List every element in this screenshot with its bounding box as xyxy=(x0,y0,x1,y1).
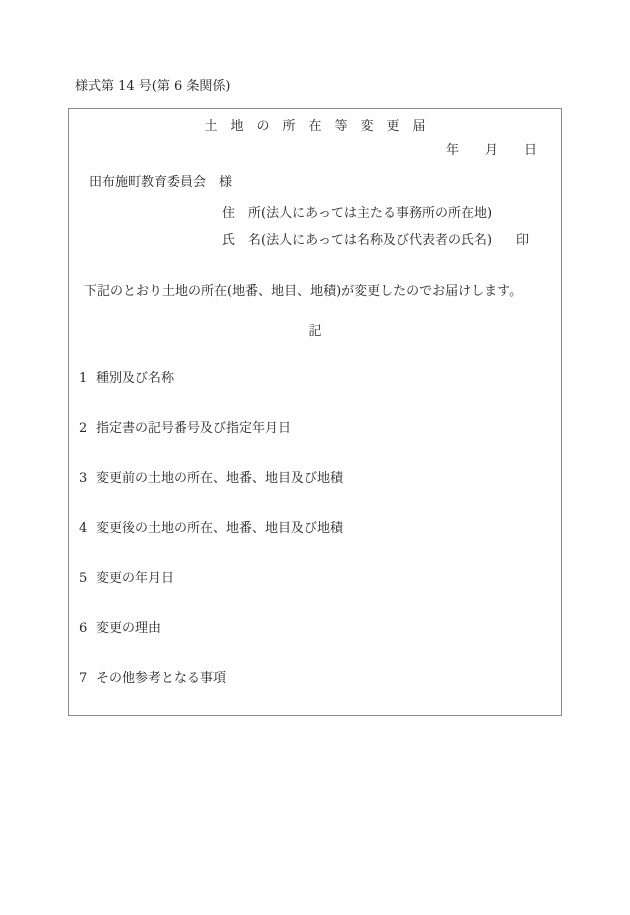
body-text: 下記のとおり土地の所在(地番、地目、地積)が変更したのでお届けします。 xyxy=(84,284,523,299)
item-number: 6 xyxy=(79,621,88,636)
date-line: 年 月 日 xyxy=(445,143,537,158)
item-text: 変更後の土地の所在、地番、地目及び地積 xyxy=(96,521,344,536)
seal-label: 印 xyxy=(516,233,530,248)
item-text: 変更前の土地の所在、地番、地目及び地積 xyxy=(96,471,344,486)
list-item xyxy=(79,571,174,588)
item-text: 変更の年月日 xyxy=(96,571,175,586)
list-item xyxy=(79,371,174,388)
item-number: 5 xyxy=(79,571,88,586)
list-item xyxy=(79,521,343,538)
form-title: 土 地 の 所 在 等 変 更 届 xyxy=(204,119,426,134)
item-text: その他参考となる事項 xyxy=(96,671,227,686)
address-label: 住 所(法人にあっては主たる事務所の所在地) xyxy=(222,206,493,221)
addressee: 田布施町教育委員会 様 xyxy=(89,175,233,190)
list-item xyxy=(79,421,291,438)
item-number: 4 xyxy=(79,521,88,536)
form-number: 様式第 14 号(第 6 条関係) xyxy=(75,79,231,94)
item-text: 指定書の記号番号及び指定年月日 xyxy=(96,421,292,436)
item-text: 種別及び名称 xyxy=(96,371,175,386)
item-text: 変更の理由 xyxy=(96,621,162,636)
item-number: 3 xyxy=(79,471,88,486)
item-number: 7 xyxy=(79,671,88,686)
item-number: 1 xyxy=(79,371,88,386)
list-header: 記 xyxy=(308,324,322,339)
item-number: 2 xyxy=(79,421,88,436)
list-item xyxy=(79,471,343,488)
name-label: 氏 名(法人にあっては名称及び代表者の氏名) xyxy=(222,233,493,248)
form-border-box xyxy=(68,108,562,716)
list-item xyxy=(79,671,226,688)
list-item xyxy=(79,621,161,638)
